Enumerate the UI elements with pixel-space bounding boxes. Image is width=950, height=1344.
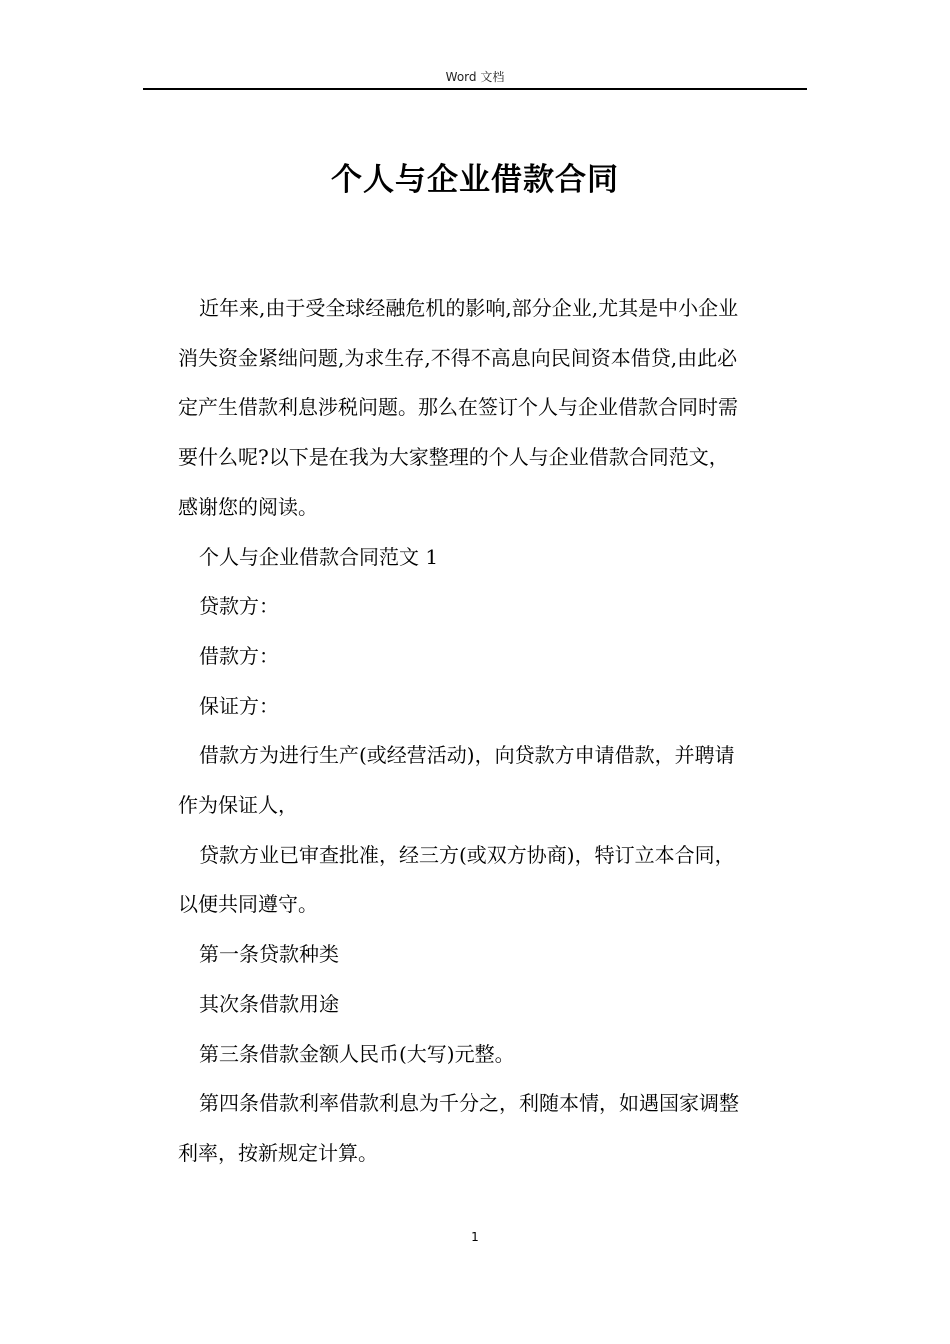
- text-line: 感谢您的阅读。: [178, 494, 318, 519]
- paragraph: [178, 682, 810, 732]
- paragraph: [178, 731, 810, 830]
- paragraph: [178, 930, 810, 980]
- paragraph: [178, 980, 810, 1030]
- paragraph: [178, 1030, 810, 1080]
- page-number: 1: [471, 1230, 479, 1244]
- text-line: 要什么呢?以下是在我为大家整理的个人与企业借款合同范文，: [178, 445, 729, 470]
- text-line: 利率，按新规定计算。: [178, 1140, 378, 1165]
- paragraph: [178, 1079, 810, 1178]
- text-line: 以便共同遵守。: [178, 892, 318, 917]
- text-line: 第三条借款金额人民币(大写)元整。: [199, 1041, 515, 1066]
- text-line: 第四条借款利率借款利息为千分之，利随本情，如遇国家调整: [199, 1091, 739, 1116]
- paragraph: [178, 284, 810, 533]
- text-line: 第一条贷款种类: [199, 942, 339, 967]
- paragraph: [178, 831, 810, 930]
- text-line: 近年来,由于受全球经融危机的影响,部分企业,尤其是中小企业: [199, 296, 739, 320]
- page-header: [143, 66, 807, 90]
- text-line: 保证方：: [199, 693, 279, 718]
- text-line: 定产生借款利息涉税问题。那么在签订个人与企业借款合同时需: [178, 395, 738, 420]
- text-line: 个人与企业借款合同范文 1: [199, 544, 439, 569]
- paragraph: [178, 582, 810, 632]
- paragraph: [178, 533, 810, 583]
- document-title: 个人与企业借款合同: [331, 162, 619, 198]
- text-line: 消失资金紧绌问题,为求生存,不得不高息向民间资本借贷,由此必: [178, 345, 738, 370]
- page-footer: [0, 1229, 950, 1245]
- paragraph: [178, 632, 810, 682]
- text-line: 其次条借款用途: [199, 991, 339, 1016]
- text-line: 借款方为进行生产(或经营活动)，向贷款方申请借款，并聘请: [199, 743, 735, 768]
- text-line: 作为保证人，: [178, 793, 298, 818]
- header-text: Word 文档: [445, 70, 505, 84]
- text-line: 借款方：: [199, 643, 279, 668]
- text-line: 贷款方：: [199, 594, 279, 619]
- document-body: [178, 284, 810, 1179]
- text-line: 贷款方业已审查批准，经三方(或双方协商)，特订立本合同，: [199, 842, 735, 867]
